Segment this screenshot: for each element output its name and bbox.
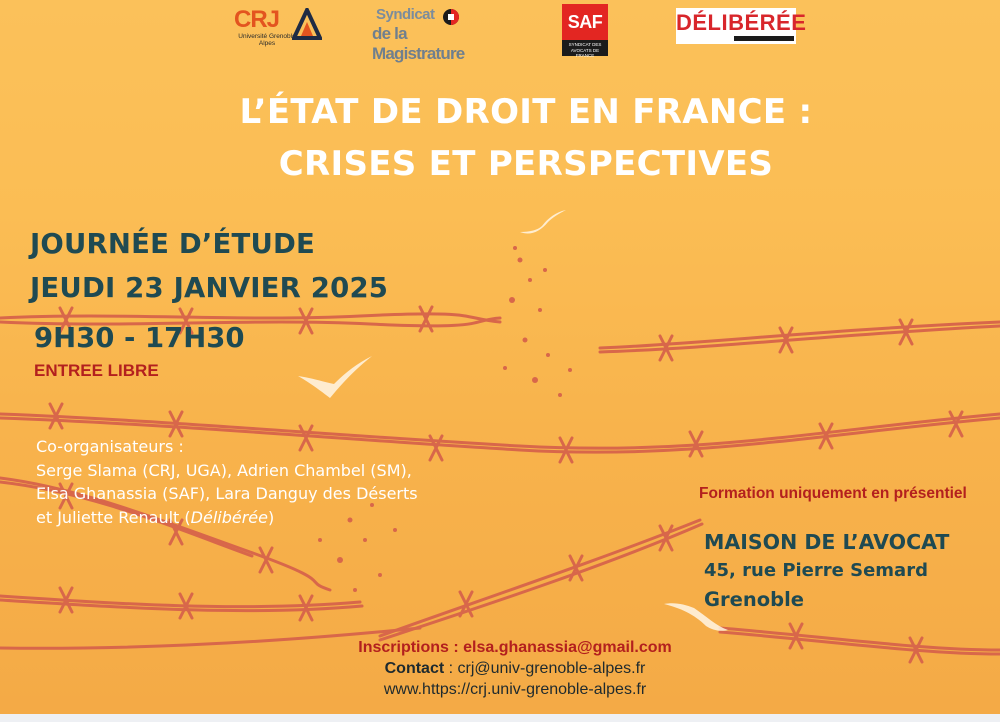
syndicat-magistrature-logo <box>372 6 498 63</box>
sm-logo-line1: Syndicat <box>376 6 435 23</box>
venue-address: 45, rue Pierre Semard <box>704 560 928 581</box>
crj-triangle-icon <box>292 8 322 40</box>
saf-logo-text: SAF <box>567 12 603 32</box>
entry-info: ENTREE LIBRE <box>34 361 159 380</box>
deliberee-logo-bar <box>734 36 794 41</box>
co-organizers-line-2: Elsa Ghanassia (SAF), Lara Danguy des Déserts <box>36 484 418 503</box>
venue-name: MAISON DE L’AVOCAT <box>704 530 950 554</box>
co-organizers-line-3-prefix: et Juliette Renault ( <box>36 507 191 527</box>
co-organizers-label: Co-organisateurs : <box>36 437 184 456</box>
crj-logo-text: CRJ <box>234 6 280 33</box>
contact-email-link[interactable]: : crj@univ-grenoble-alpes.fr <box>444 660 646 677</box>
contact-block <box>330 637 700 700</box>
event-type: JOURNÉE D’ÉTUDE <box>30 228 316 260</box>
venue-city: Grenoble <box>704 588 804 611</box>
contact-label: Contact <box>384 660 445 677</box>
title-line-2: CRISES ET PERSPECTIVES <box>278 144 774 184</box>
sm-logo-line2: de la Magistrature <box>372 24 465 63</box>
saf-logo <box>562 4 608 56</box>
event-date: JEUDI 23 JANVIER 2025 <box>30 272 389 304</box>
co-organizers-line-1: Serge Slama (CRJ, UGA), Adrien Chambel (SM), <box>36 460 412 480</box>
event-hours: 9H30 - 17H30 <box>34 322 245 354</box>
crj-logo <box>232 6 332 50</box>
deliberee-logo-text: DÉLIBÉRÉE <box>676 10 807 35</box>
saf-logo-subtitle: SYNDICAT DES AVOCATS DE FRANCE <box>562 40 608 56</box>
bottom-strip <box>0 714 1000 722</box>
event-heading <box>30 222 388 310</box>
format-notice: Formation uniquement en présentiel <box>699 485 967 502</box>
crj-logo-subtitle: Université Grenoble Alpes <box>238 33 296 47</box>
co-organizers-line-3 <box>36 506 506 530</box>
title-line-1: L’ÉTAT DE DROIT EN FRANCE : <box>239 92 813 132</box>
page-title <box>100 86 952 190</box>
deliberee-logo <box>676 8 807 44</box>
co-organizers <box>36 435 506 529</box>
website-link[interactable]: www.https://crj.univ-grenoble-alpes.fr <box>383 681 647 698</box>
inscriptions-line: Inscriptions : elsa.ghanassia@gmail.com <box>358 639 672 656</box>
co-organizers-line-3-suffix: ) <box>267 507 275 527</box>
contact-line <box>330 658 700 679</box>
co-organizers-line-3-italic: Délibérée <box>190 507 268 527</box>
